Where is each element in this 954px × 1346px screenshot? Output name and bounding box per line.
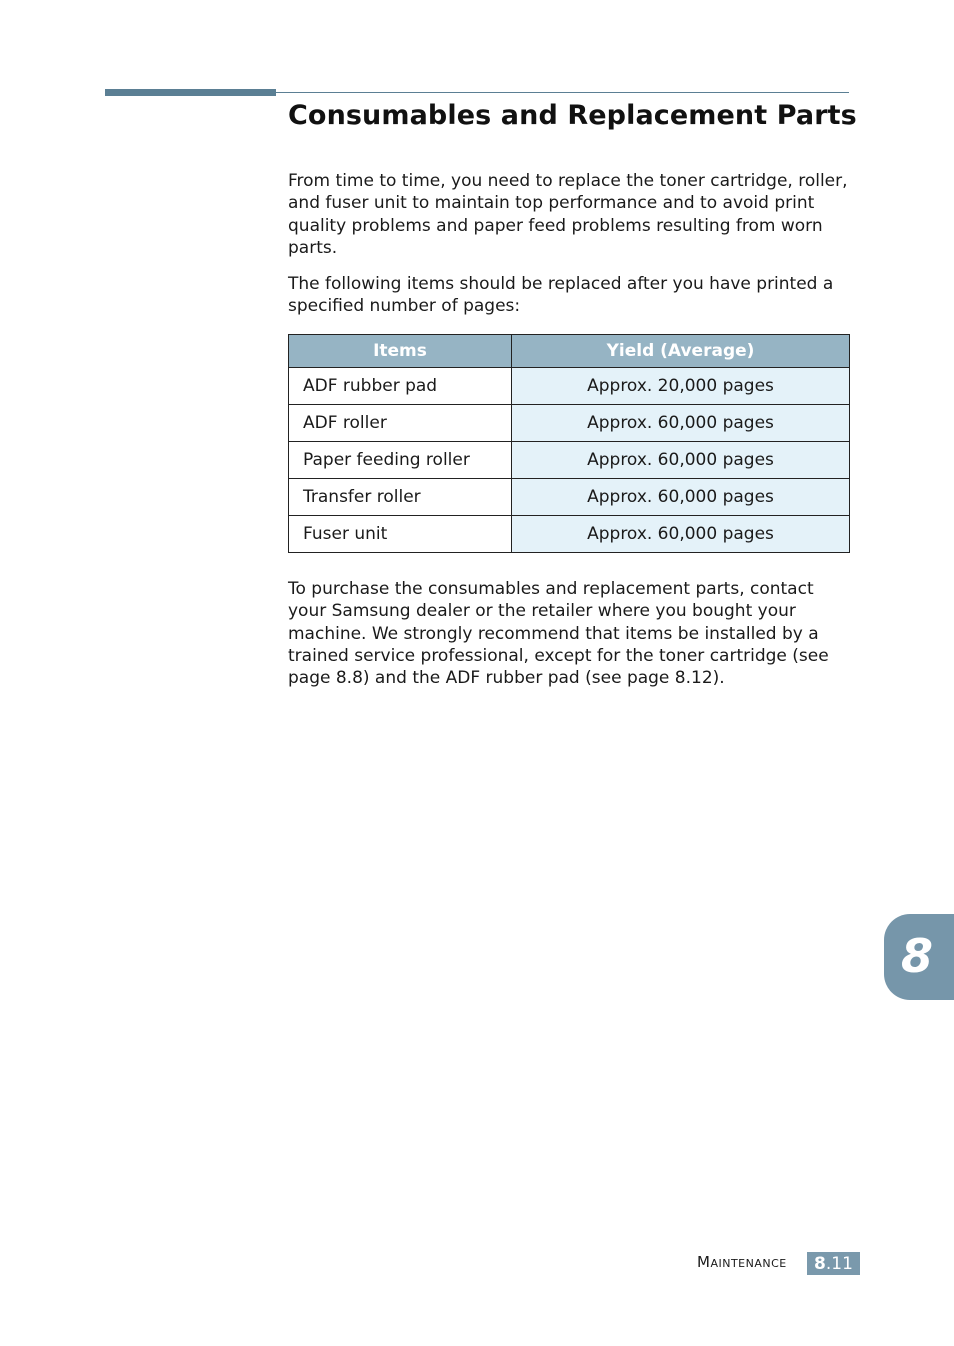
page-chapter-number: 8 <box>814 1253 826 1274</box>
page-title: Consumables and Replacement Parts <box>288 100 857 131</box>
column-header-yield: Yield (Average) <box>512 335 850 368</box>
replacement-parts-table <box>288 334 850 553</box>
table-row <box>289 516 850 553</box>
page-number-badge <box>807 1252 860 1275</box>
header-rule-thick <box>105 89 276 96</box>
yield-cell: Approx. 60,000 pages <box>512 516 850 553</box>
yield-cell: Approx. 20,000 pages <box>512 368 850 405</box>
item-cell: ADF roller <box>289 405 512 442</box>
item-cell: ADF rubber pad <box>289 368 512 405</box>
footer-section-name: Maintenance <box>697 1253 787 1271</box>
item-cell: Fuser unit <box>289 516 512 553</box>
intro-paragraph: From time to time, you need to replace the toner cartridge, roller, and fuser unit to maintain top performance and to avoid print quality problems and paper feed problems resulting from worn parts. <box>288 171 848 258</box>
table-row <box>289 442 850 479</box>
yield-cell: Approx. 60,000 pages <box>512 479 850 516</box>
yield-cell: Approx. 60,000 pages <box>512 442 850 479</box>
item-cell: Transfer roller <box>289 479 512 516</box>
table-row <box>289 405 850 442</box>
page-number: .11 <box>825 1253 853 1274</box>
table-row <box>289 479 850 516</box>
lead-paragraph: The following items should be replaced after you have printed a specified number of pages: <box>288 274 834 317</box>
table-row <box>289 368 850 405</box>
column-header-items: Items <box>289 335 512 368</box>
yield-cell: Approx. 60,000 pages <box>512 405 850 442</box>
table-header-row <box>289 335 850 368</box>
item-cell: Paper feeding roller <box>289 442 512 479</box>
chapter-tab-number: 8 <box>901 929 934 983</box>
purchase-paragraph: To purchase the consumables and replacement parts, contact your Samsung dealer or the retailer where you bought your machine. We strongly recommend that items be installed by a trained service professional, except for the toner cartridge (see page 8.8) and the ADF rubber pad (see page 8.12). <box>288 579 829 689</box>
header-rule-thin <box>276 92 849 93</box>
